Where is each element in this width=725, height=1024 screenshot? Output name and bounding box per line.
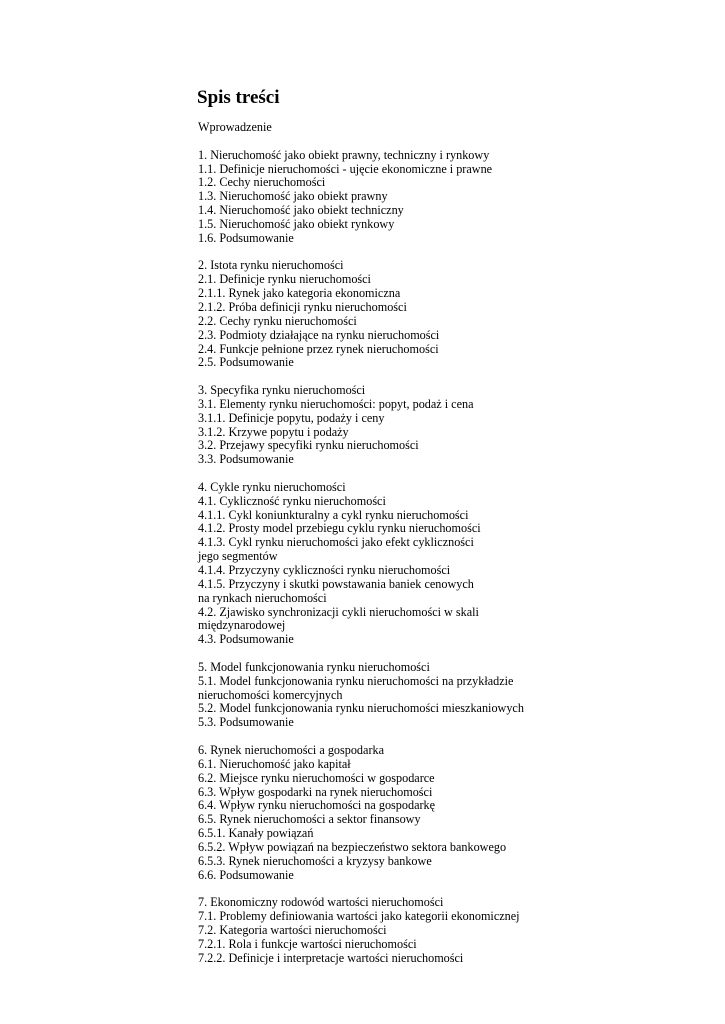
toc-entry: 6.5.2. Wpływ powiązań na bezpieczeństwo sektora bankowego <box>198 839 507 854</box>
toc-entry: 2.1.2. Próba definicji rynku nieruchomości <box>198 299 407 314</box>
toc-entry: 1.2. Cechy nieruchomości <box>198 175 326 190</box>
toc-entry: 1.6. Podsumowanie <box>198 230 294 245</box>
toc-entry: 1.3. Nieruchomość jako obiekt prawny <box>198 189 388 204</box>
toc-entry: 7.2.2. Definicje i interpretacje wartości nieruchomości <box>198 950 464 965</box>
toc-entry: Wprowadzenie <box>198 120 272 134</box>
toc-entry: 2.3. Podmioty działające na rynku nieruchomości <box>198 327 440 342</box>
toc-entry: 3.1. Elementy rynku nieruchomości: popyt, podaż i cena <box>198 396 474 411</box>
toc-entry: 7.2. Kategoria wartości nieruchomości <box>198 922 387 937</box>
toc-entry: 5. Model funkcjonowania rynku nieruchomości <box>198 659 430 674</box>
toc-entry: 7.2.1. Rola i funkcje wartości nieruchomości <box>198 936 417 951</box>
toc-entry: nieruchomości komercyjnych <box>198 687 343 702</box>
toc-entry: 6.3. Wpływ gospodarki na rynek nieruchomości <box>198 784 433 799</box>
toc-entry: 2.2. Cechy rynku nieruchomości <box>198 313 357 328</box>
toc-entry: 3.2. Przejawy specyfiki rynku nieruchomości <box>198 438 419 453</box>
toc-entry: 7. Ekonomiczny rodowód wartości nieruchomości <box>198 895 444 910</box>
toc-entry: 3.1.1. Definicje popytu, podaży i ceny <box>198 410 385 425</box>
toc-section <box>198 259 718 370</box>
toc-section <box>198 481 718 647</box>
toc-entry: 5.2. Model funkcjonowania rynku nieruchomości mieszkaniowych <box>198 701 524 716</box>
toc-entry: 2. Istota rynku nieruchomości <box>198 258 344 273</box>
toc-entry: 1.5. Nieruchomość jako obiekt rynkowy <box>198 216 395 231</box>
toc-entry: 1.1. Definicje nieruchomości - ujęcie ekonomiczne i prawne <box>198 161 493 176</box>
toc-entry: 6.2. Miejsce rynku nieruchomości w gospodarce <box>198 770 435 785</box>
toc-entry: 3. Specyfika rynku nieruchomości <box>198 383 366 398</box>
toc-entry: 3.1.2. Krzywe popytu i podaży <box>198 424 349 439</box>
toc-entry: 2.1.1. Rynek jako kategoria ekonomiczna <box>198 286 401 301</box>
toc-entry: 4.1.1. Cykl koniunkturalny a cykl rynku nieruchomości <box>198 507 469 522</box>
toc-entry: międzynarodowej <box>198 618 286 633</box>
toc-entry: na rynkach nieruchomości <box>198 590 327 605</box>
toc-entry: 6.5.1. Kanały powiązań <box>198 826 314 841</box>
toc-entry: 4.1. Cykliczność rynku nieruchomości <box>198 493 386 508</box>
toc-entry: 3.3. Podsumowanie <box>198 452 294 467</box>
toc-entry: 6.5. Rynek nieruchomości a sektor finansowy <box>198 812 421 827</box>
toc-section <box>198 896 718 965</box>
toc-entry: 4.1.3. Cykl rynku nieruchomości jako efekt cykliczności <box>198 535 474 550</box>
toc-entry: 4.2. Zjawisko synchronizacji cykli nieruchomości w skali <box>198 604 479 619</box>
toc-section <box>198 384 718 467</box>
toc-entry: 4.1.2. Prosty model przebiegu cyklu rynku nieruchomości <box>198 521 481 536</box>
toc-entry: 5.3. Podsumowanie <box>198 715 294 730</box>
toc-entry: jego segmentów <box>198 549 278 564</box>
toc-entry: 6.6. Podsumowanie <box>198 867 294 882</box>
toc-entry: 6. Rynek nieruchomości a gospodarka <box>198 742 385 757</box>
toc-entry: 1. Nieruchomość jako obiekt prawny, techniczny i rynkowy <box>198 147 490 162</box>
toc-entry: 5.1. Model funkcjonowania rynku nieruchomości na przykładzie <box>198 673 514 688</box>
toc-section <box>198 149 718 246</box>
toc-entry: 4.1.4. Przyczyny cykliczności rynku nieruchomości <box>198 563 451 577</box>
toc-entry: 6.1. Nieruchomość jako kapitał <box>198 756 351 771</box>
toc-entry: 6.5.3. Rynek nieruchomości a kryzysy bankowe <box>198 853 432 868</box>
toc-entry: 2.1. Definicje rynku nieruchomości <box>198 272 371 287</box>
toc-entry: 6.4. Wpływ rynku nieruchomości na gospodarkę <box>198 798 436 813</box>
toc-entry: 4.1.5. Przyczyny i skutki powstawania baniek cenowych <box>198 576 474 591</box>
toc-entry: 4. Cykle rynku nieruchomości <box>198 479 346 494</box>
toc-section <box>198 661 718 730</box>
toc-section <box>198 121 718 135</box>
toc-entry: 2.5. Podsumowanie <box>198 355 294 370</box>
toc-entry: 7.1. Problemy definiowania wartości jako kategorii ekonomicznej <box>198 909 520 924</box>
toc-entry: 2.4. Funkcje pełnione przez rynek nieruchomości <box>198 341 439 356</box>
page-title: Spis treści <box>197 87 280 108</box>
table-of-contents <box>198 121 718 965</box>
toc-entry: 4.3. Podsumowanie <box>198 632 294 647</box>
toc-section <box>198 744 718 882</box>
toc-entry: 1.4. Nieruchomość jako obiekt techniczny <box>198 203 404 218</box>
